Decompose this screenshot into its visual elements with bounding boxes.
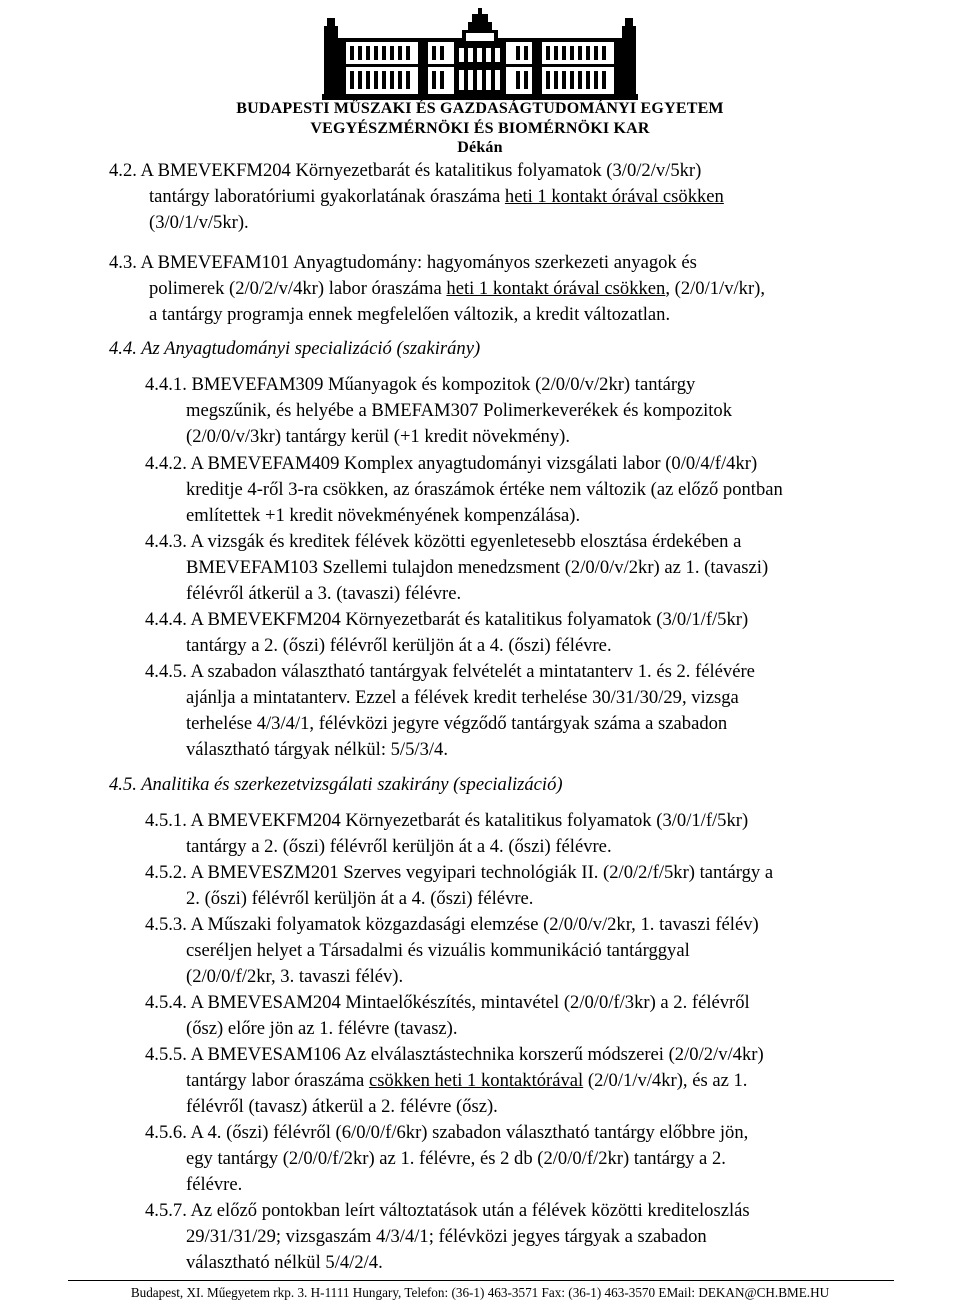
item-4-5-5-line-3: félévről (tavasz) átkerül a 2. félévre (ősz). xyxy=(186,1096,498,1117)
item-4-2-line-2: tantárgy laboratóriumi gyakorlatának óraszáma heti 1 kontakt órával csökken xyxy=(149,186,724,207)
item-4-5-6-line-2: egy tantárgy (2/0/0/f/2kr) az 1. félévre, és 2 db (2/0/0/f/2kr) tantárgy a 2. xyxy=(186,1148,726,1169)
item-4-5-4-line-1: 4.5.4. A BMEVESAM204 Mintaelőkészítés, mintavétel (2/0/0/f/3kr) a 2. félévről xyxy=(145,992,750,1013)
underlined-text: csökken heti 1 kontaktórával xyxy=(368,1070,584,1091)
item-4-5-3-line-1: 4.5.3. A Műszaki folyamatok közgazdasági elemzése (2/0/0/v/2kr, 1. tavaszi félév) xyxy=(145,914,759,935)
item-4-4-3-line-2: BMEVEFAM103 Szellemi tulajdon menedzsment (2/0/0/v/2kr) az 1. (tavaszi) xyxy=(186,557,769,578)
section-4-4-heading: 4.4. Az Anyagtudományi specializáció (szakirány) xyxy=(109,338,481,359)
item-4-4-4-line-1: 4.4.4. A BMEVEKFM204 Környezetbarát és katalitikus folyamatok (3/0/1/f/5kr) xyxy=(145,609,749,630)
footer-address: Budapest, XI. Műegyetem rkp. 3. H-1111 Hungary, Telefon: (36-1) 463-3571 Fax: (36-1) 463-3570 EMail: DEKAN@CH.BME.HU xyxy=(130,1285,830,1300)
item-4-5-3-line-3: (2/0/0/f/2kr, 3. tavaszi félév). xyxy=(186,966,404,987)
item-4-4-5-line-4: választható tárgyak nélkül: 5/5/3/4. xyxy=(186,739,448,760)
item-4-5-3-line-2: cseréljen helyet a Társadalmi és vizuális kommunikáció tantárggyal xyxy=(186,940,690,961)
item-4-4-3-line-1: 4.4.3. A vizsgák és kreditek félévek közötti egyenletesebb elosztása érdekében a xyxy=(145,531,742,552)
item-4-3-line-1: 4.3. A BMEVEFAM101 Anyagtudomány: hagyományos szerkezeti anyagok és xyxy=(109,252,697,273)
item-4-4-1-line-2: megszűnik, és helyébe a BMEFAM307 Polimerkeverékek és kompozitok xyxy=(186,400,732,421)
item-4-4-5-line-1: 4.4.5. A szabadon választható tantárgyak felvételét a mintatanterv 1. és 2. félévére xyxy=(145,661,755,682)
item-4-5-5-line-1: 4.5.5. A BMEVESAM106 Az elválasztástechnika korszerű módszerei (2/0/2/v/4kr) xyxy=(145,1044,764,1065)
item-4-5-6-line-1: 4.5.6. A 4. (őszi) félévről (6/0/0/f/6kr) szabadon választható tantárgy előbbre jön, xyxy=(145,1122,749,1143)
item-4-4-2-line-1: 4.4.2. A BMEVEFAM409 Komplex anyagtudományi vizsgálati labor (0/0/4/f/4kr) xyxy=(145,453,758,474)
item-4-5-7-line-2: 29/31/31/29; vizsgaszám 4/3/4/1; félévközi jegyes tárgyak a szabadon xyxy=(186,1226,707,1247)
item-4-5-2-line-1: 4.5.2. A BMEVESZM201 Szerves vegyipari technológiák II. (2/0/2/f/5kr) tantárgy a xyxy=(145,862,774,883)
item-4-3-line-3: a tantárgy programja ennek megfelelően változik, a kredit változatlan. xyxy=(149,304,671,325)
item-4-2-line-3: (3/0/1/v/5kr). xyxy=(149,212,249,233)
item-4-4-2-line-2: kreditje 4-ről 3-ra csökken, az óraszámok értéke nem változik (az előző pontban xyxy=(186,479,783,500)
item-4-4-1-line-3: (2/0/0/v/3kr) tantárgy kerül (+1 kredit növekmény). xyxy=(186,426,570,447)
item-4-3-line-2: polimerek (2/0/2/v/4kr) labor óraszáma heti 1 kontakt órával csökken, (2/0/1/v/kr), xyxy=(149,278,766,299)
section-4-5-heading: 4.5. Analitika és szerkezetvizsgálati szakirány (specializáció) xyxy=(109,774,563,795)
item-4-4-5-line-3: terhelése 4/3/4/1, félévközi jegyre végződő tantárgyak száma a szabadon xyxy=(186,713,728,734)
item-4-5-7-line-3: választható nélkül 5/4/2/4. xyxy=(186,1252,383,1273)
underlined-text: heti 1 kontakt órával csökken xyxy=(446,278,666,299)
item-4-4-4-line-2: tantárgy a 2. (őszi) félévről kerüljön át a 4. (őszi) félévre. xyxy=(186,635,612,656)
office-name: Dékán xyxy=(457,139,503,156)
item-4-5-2-line-2: 2. (őszi) félévről kerüljön át a 4. (őszi) félévre. xyxy=(186,888,534,909)
faculty-name: VEGYÉSZMÉRNÖKI ÉS BIOMÉRNÖKI KAR xyxy=(310,120,650,137)
underlined-text: heti 1 kontakt órával csökken xyxy=(504,186,724,207)
item-4-5-6-line-3: félévre. xyxy=(186,1174,243,1195)
item-4-4-1-line-1: 4.4.1. BMEVEFAM309 Műanyagok és kompozitok (2/0/0/v/2kr) tantárgy xyxy=(145,374,696,395)
item-4-5-1-line-2: tantárgy a 2. (őszi) félévről kerüljön át a 4. (őszi) félévre. xyxy=(186,836,612,857)
item-4-5-5-line-2: tantárgy labor óraszáma csökken heti 1 kontaktórával (2/0/1/v/4kr), és az 1. xyxy=(186,1070,748,1091)
item-4-4-2-line-3: említettek +1 kredit növekményének kompenzálása). xyxy=(186,505,581,526)
footer-divider xyxy=(68,1280,894,1281)
item-4-5-7-line-1: 4.5.7. Az előző pontokban leírt változtatások után a félévek közötti krediteloszlás xyxy=(145,1200,750,1221)
item-4-5-1-line-1: 4.5.1. A BMEVEKFM204 Környezetbarát és katalitikus folyamatok (3/0/1/f/5kr) xyxy=(145,810,749,831)
item-4-4-3-line-3: félévről átkerül a 3. (tavaszi) félévre. xyxy=(186,583,462,604)
item-4-4-5-line-2: ajánlja a mintatanterv. Ezzel a félévek kredit terhelése 30/31/30/29, vizsga xyxy=(186,687,739,708)
item-4-5-4-line-2: (ősz) előre jön az 1. félévre (tavasz). xyxy=(186,1018,458,1039)
university-name: BUDAPESTI MŰSZAKI ÉS GAZDASÁGTUDOMÁNYI EGYETEM xyxy=(236,100,724,117)
item-4-2-line-1: 4.2. A BMEVEKFM204 Környezetbarát és katalitikus folyamatok (3/0/2/v/5kr) xyxy=(109,160,702,181)
